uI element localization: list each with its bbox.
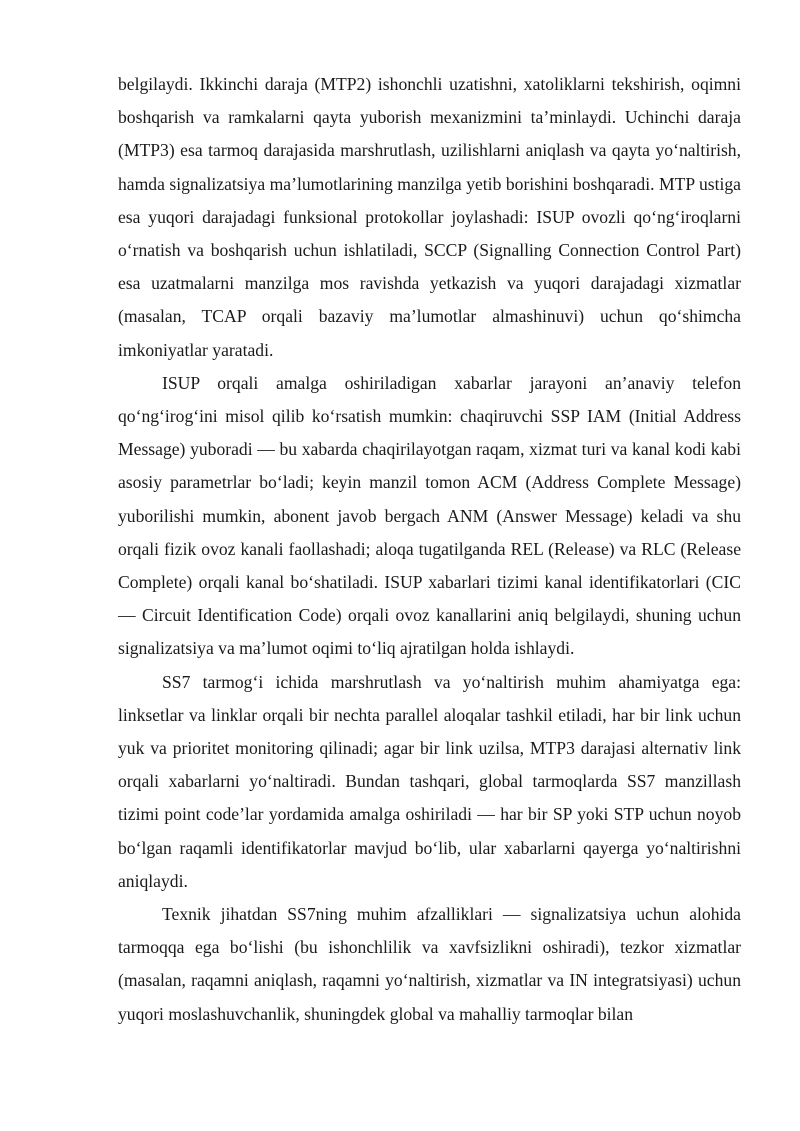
paragraph-isup-messages: ISUP orqali amalga oshiriladigan xabarlar jarayoni an’anaviy telefon qo‘ng‘irog‘ini misol qilib ko‘rsatish mumkin: chaqiruvchi SSP IAM (Initial Address Message) yuboradi — bu xabarda chaqirilayotgan raqam, xizmat turi va kanal kodi kabi asosiy parametrlar bo‘ladi; keyin manzil tomon ACM (Address Complete Message) yuborilishi mumkin, abonent javob bergach ANM (Answer Message) keladi va shu orqali fizik ovoz kanali faollashadi; aloqa tugatilganda REL (Release) va RLC (Release Complete) orqali kanal bo‘shatiladi. ISUP xabarlari tizimi kanal identifikatorlari (CIC — Circuit Identification Code) orqali ovoz kanallarini aniq belgilaydi, shuning uchun signalizatsiya va ma’lumot oqimi to‘liq ajratilgan holda ishlaydi. [118,372,741,659]
paragraph-routing: SS7 tarmog‘i ichida marshrutlash va yo‘naltirish muhim ahamiyatga ega: linksetlar va linklar orqali bir nechta parallel aloqalar tashkil etiladi, har bir link uchun yuk va prioritet monitoring qilinadi; agar bir link uzilsa, MTP3 darajasi alternativ link orqali xabarlarni yo‘naltiradi. Bundan tashqari, global tarmoqlarda SS7 manzillash tizimi point code’lar yordamida amalga oshiriladi — har bir SP yoki STP uchun noyob bo‘lgan raqamli identifikatorlar mavjud bo‘lib, ular xabarlarni qayerga yo‘naltirishni aniqlaydi. [118,671,741,891]
paragraph-continuation: belgilaydi. Ikkinchi daraja (MTP2) ishonchli uzatishni, xatoliklarni tekshirish, oqimni boshqarish va ramkalarni qayta yuborish mexanizmini ta’minlaydi. Uchinchi daraja (MTP3) esa tarmoq darajasida marshrutlash, uzilishlarni aniqlash va qayta yo‘naltirish, hamda signalizatsiya ma’lumotlarining manzilga yetib borishini boshqaradi. MTP ustiga esa yuqori darajadagi funksional protokollar joylashadi: ISUP ovozli qo‘ng‘iroqlarni o‘rnatish va boshqarish uchun ishlatiladi, SCCP (Signalling Connection Control Part) esa uzatmalarni manzilga mos ravishda yetkazish va yuqori darajadagi xizmatlar (masalan, TCAP orqali bazaviy ma’lumotlar almashinuvi) uchun qo‘shimcha imkoniyatlar yaratadi. [118,74,741,360]
paragraph-advantages: Texnik jihatdan SS7ning muhim afzalliklari — signalizatsiya uchun alohida tarmoqqa ega bo‘lishi (bu ishonchlilik va xavfsizlikni oshiradi), tezkor xizmatlar (masalan, raqamni aniqlash, raqamni yo‘naltirish, xizmatlar va IN integratsiyasi) uchun yuqori moslashuvchanlik, shuningdek global va mahalliy tarmoqlar bilan [118,904,741,1024]
document-body [118,68,741,1031]
